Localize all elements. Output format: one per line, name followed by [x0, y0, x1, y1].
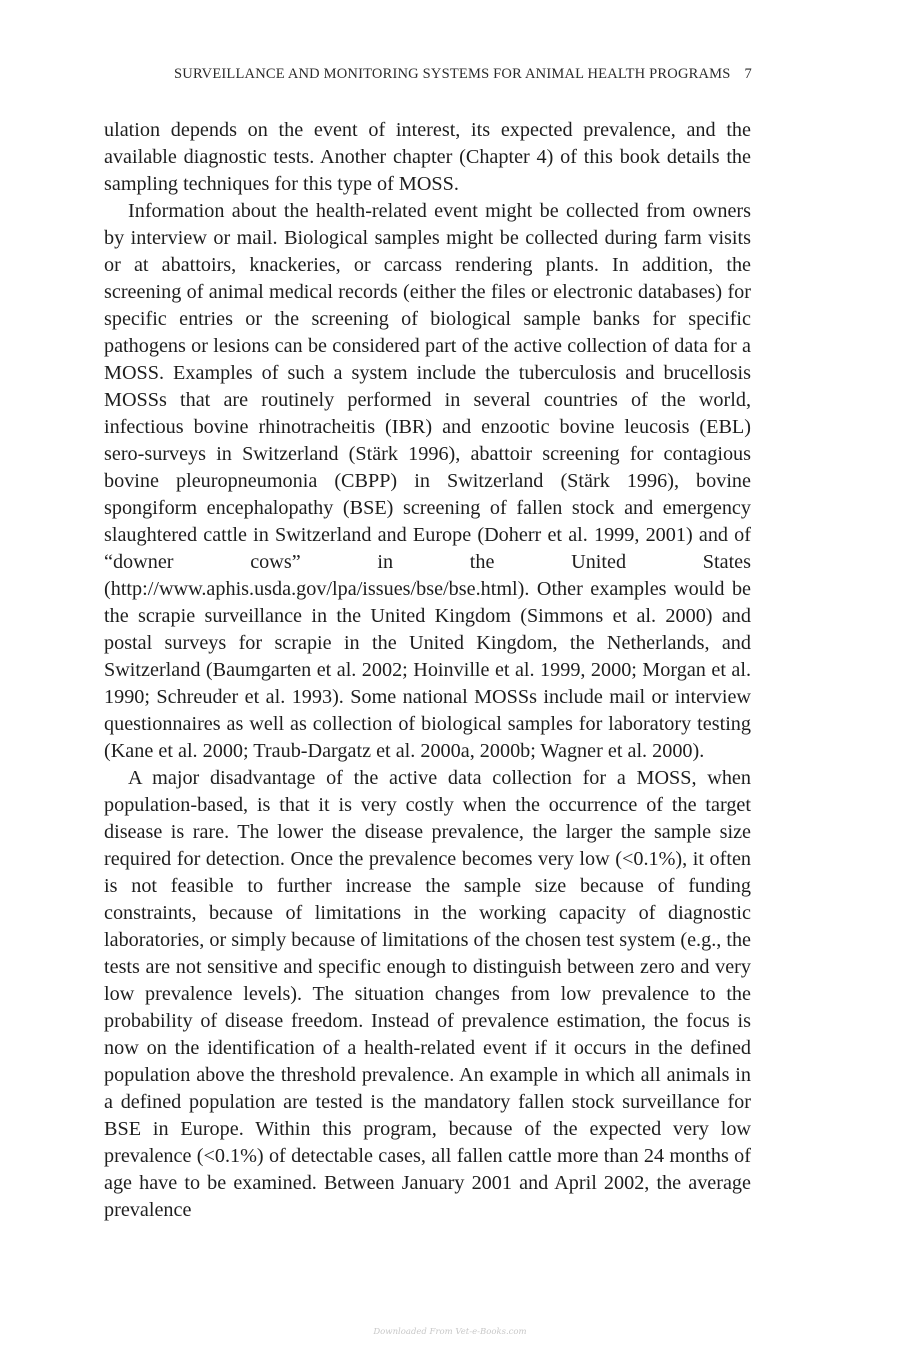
page-number: 7	[744, 66, 752, 82]
paragraph-continued: ulation depends on the event of interest, its expected prevalence, and the available diagnostic tests. Another chapter (Chapter 4) of this book details the sampling techniques for this type of MOSS.	[104, 119, 751, 195]
running-head-title: SURVEILLANCE AND MONITORING SYSTEMS FOR ANIMAL HEALTH PROGRAMS	[174, 66, 731, 82]
paragraph-data-collection: Information about the health-related event might be collected from owners by interview or mail. Biological samples might be collected during farm visits or at abattoirs, knackeries, or carcass rendering plants. In addition, the screening of animal medical records (either the files or electronic databases) for specific entries or the screening of biological sample banks for specific pathogens or lesions can be considered part of the active collection of data for a MOSS. Examples of such a system include the tuberculosis and brucellosis MOSSs that are routinely performed in several countries of the world, infectious bovine rhinotracheitis (IBR) and enzootic bovine leucosis (EBL) sero-surveys in Switzerland (Stärk 1996), abattoir screening for contagious bovine pleuropneumonia (CBPP) in Switzerland (Stärk 1996), bovine spongiform encephalopathy (BSE) screening of fallen stock and emergency slaughtered cattle in Switzerland and Europe (Doherr et al. 1999, 2001) and of “downer cows” in the United States (http://www.aphis.usda.gov/lpa/issues/bse/bse.html). Other examples would be the scrapie surveillance in the United Kingdom (Simmons et al. 2000) and postal surveys for scrapie in the United Kingdom, the Netherlands, and Switzerland (Baumgarten et al. 2002; Hoinville et al. 1999, 2000; Morgan et al. 1990; Schreuder et al. 1993). Some national MOSSs include mail or interview questionnaires as well as collection of biological samples for laboratory testing (Kane et al. 2000; Traub-Dargatz et al. 2000a, 2000b; Wagner et al. 2000).	[104, 200, 751, 762]
paragraph-disadvantage: A major disadvantage of the active data collection for a MOSS, when population-based, is that it is very costly when the occurrence of the target disease is rare. The lower the disease prevalence, the larger the sample size required for detection. Once the prevalence becomes very low (<0.1%), it often is not feasible to further increase the sample size because of funding constraints, because of limitations in the working capacity of diagnostic laboratories, or simply because of limitations of the chosen test system (e.g., the tests are not sensitive and specific enough to distinguish between zero and very low prevalence levels). The situation changes from low prevalence to the probability of disease freedom. Instead of prevalence estimation, the focus is now on the identification of a health-related event if it occurs in the defined population above the threshold prevalence. An example in which all animals in a defined population are tested is the mandatory fallen stock surveillance for BSE in Europe. Within this program, because of the expected very low prevalence (<0.1%) of detectable cases, all fallen cattle more than 24 months of age have to be examined. Between January 2001 and April 2002, the average prevalence	[104, 767, 751, 1221]
body-text	[104, 117, 751, 1224]
running-head	[174, 66, 752, 83]
watermark: Downloaded From Vet-e-Books.com	[373, 1327, 527, 1337]
